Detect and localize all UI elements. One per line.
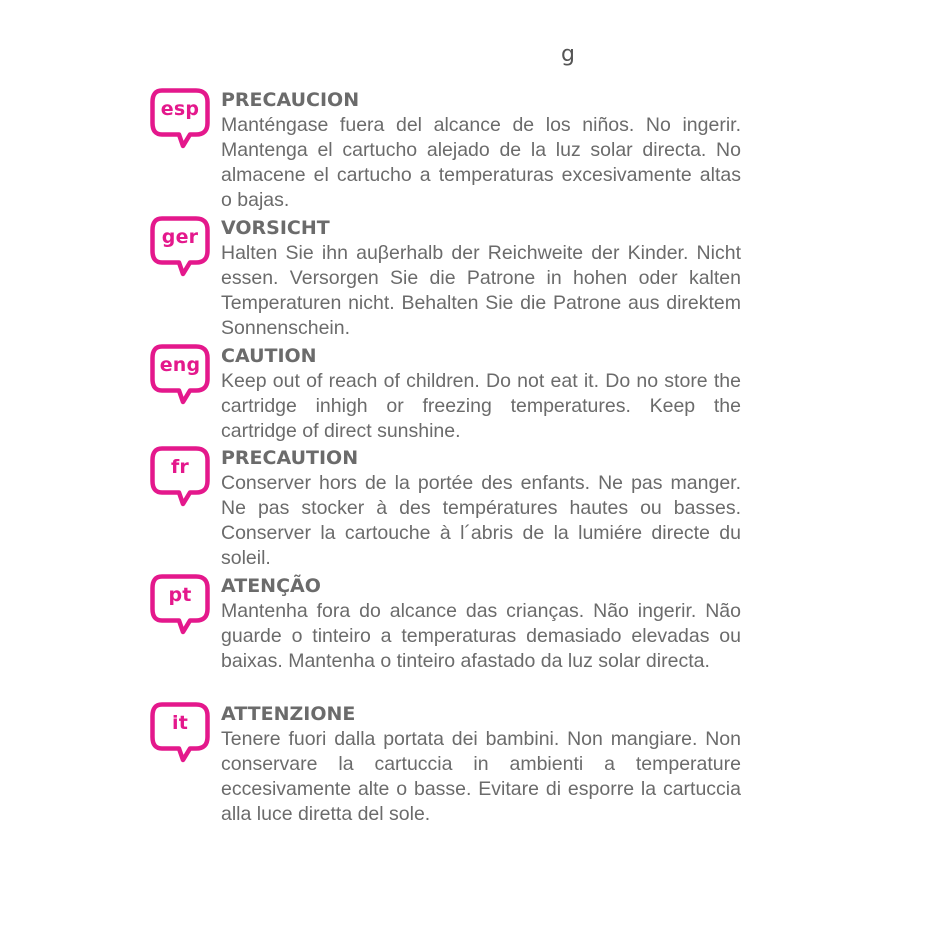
section-heading: PRECAUCION — [221, 89, 360, 111]
speech-bubble-icon — [150, 574, 210, 636]
section-heading: VORSICHT — [221, 217, 330, 239]
section-body-text: Keep out of reach of children. Do not eat it. Do no store the cartridge inhigh or freezing temperatures. Keep the cartridge of direct sunshine. — [221, 370, 741, 442]
section-body-text: Manténgase fuera del alcance de los niños. No ingerir. Mantenga el cartucho alejado de la luz solar directa. No almacene el cartucho a temperaturas excesivamente altas o bajas. — [221, 114, 741, 211]
section-heading: ATENÇÃO — [221, 575, 321, 597]
section-heading: CAUTION — [221, 345, 317, 367]
section-body-text: Halten Sie ihn auβerhalb der Reichweite der Kinder. Nicht essen. Versorgen Sie die Patrone in hohen oder kalten Temperaturen nicht. Behalten Sie die Patrone aus direktem Sonnenschein. — [221, 242, 741, 339]
section-heading: PRECAUTION — [221, 447, 359, 469]
language-code-label: it — [172, 712, 188, 734]
language-code-label: fr — [170, 456, 190, 478]
language-code-label: pt — [168, 584, 192, 606]
speech-bubble-icon — [150, 446, 210, 508]
speech-bubble-icon — [150, 702, 210, 764]
section-body-text: Conserver hors de la portée des enfants. Ne pas manger. Ne pas stocker à des températures hautes ou basses. Conserver la cartouche à l´abris de la lumiére directe du soleil. — [221, 472, 741, 569]
speech-bubble-icon — [150, 344, 210, 406]
language-code-label: ger — [161, 226, 199, 248]
language-code-label: eng — [159, 354, 201, 376]
language-code-label: esp — [160, 98, 200, 120]
section-body-text: Mantenha fora do alcance das crianças. Não ingerir. Não guarde o tinteiro a temperaturas demasiado elevadas ou baixas. Mantenha o tinteiro afastado da luz solar directa. — [221, 600, 741, 672]
clipped-text-fragment: g — [561, 42, 575, 67]
section-heading: ATTENZIONE — [221, 703, 356, 725]
section-body-text: Tenere fuori dalla portata dei bambini. Non mangiare. Non conservare la cartuccia in ambienti a temperature eccesivamente alte o basse. Evitare di esporre la cartuccia alla luce diretta del sole. — [221, 728, 741, 825]
speech-bubble-icon — [150, 88, 210, 150]
speech-bubble-icon — [150, 216, 210, 278]
